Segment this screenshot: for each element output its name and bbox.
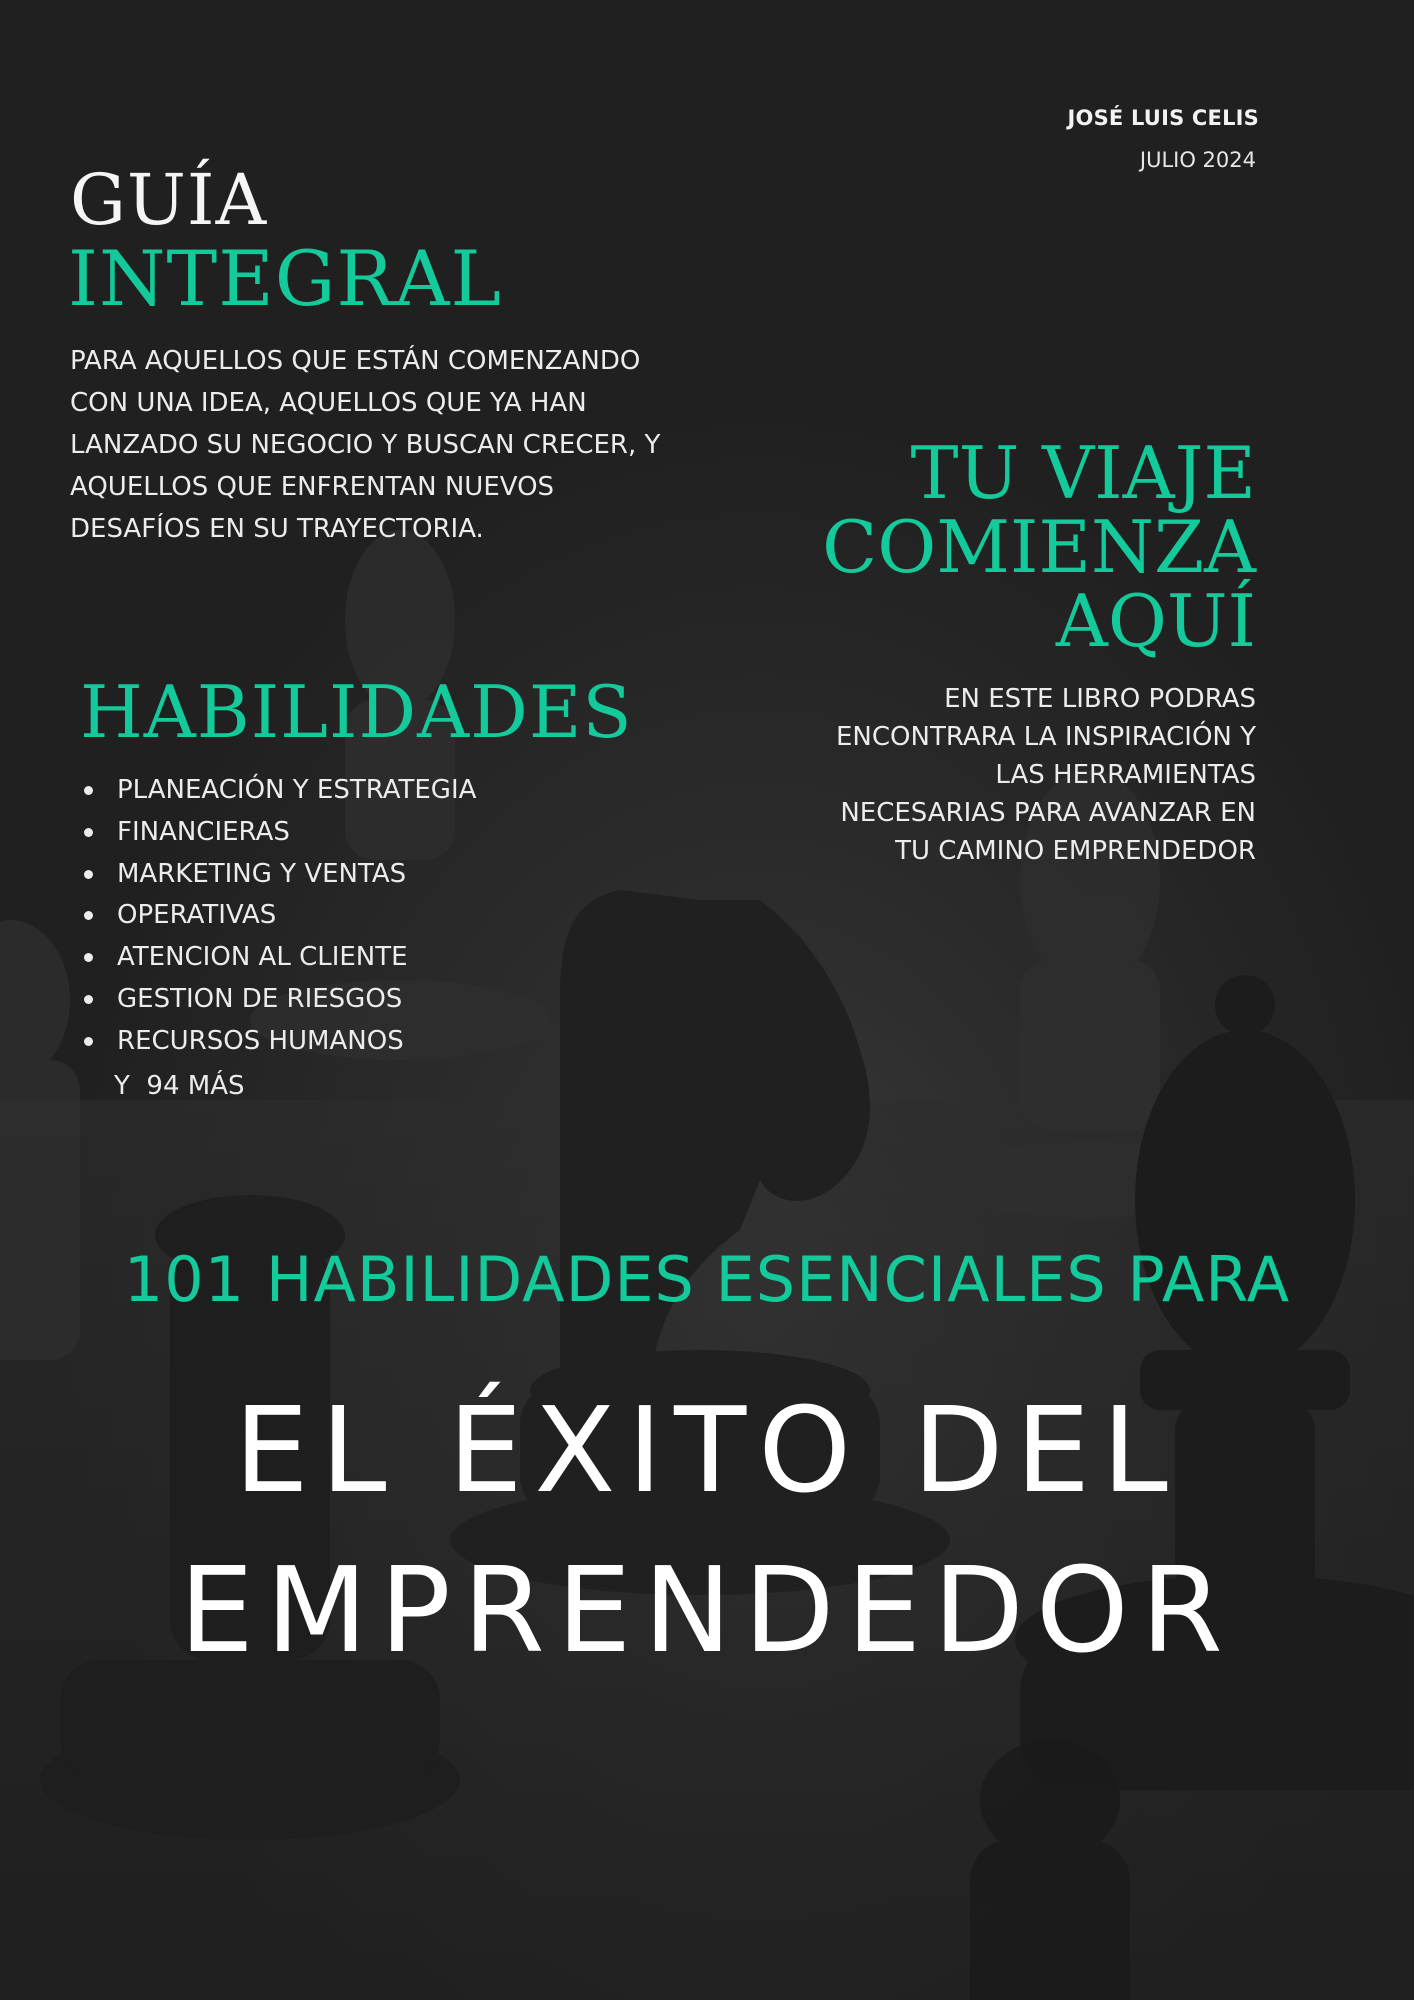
author-name: JOSÉ LUIS CELIS <box>1067 106 1259 130</box>
skill-label: RECURSOS HUMANOS <box>117 1025 404 1056</box>
bullet-icon <box>84 870 93 879</box>
skill-label: PLANEACIÓN Y ESTRATEGIA <box>117 775 477 805</box>
skills-more-note: Y 94 MÁS <box>114 1071 245 1101</box>
list-item <box>80 1021 476 1063</box>
journey-heading-line: AQUÍ <box>1055 579 1256 663</box>
bullet-icon <box>84 911 93 920</box>
list-item <box>80 770 476 812</box>
journey-body: EN ESTE LIBRO PODRAS ENCONTRARA LA INSPIRACIÓN Y LAS HERRAMIENTAS NECESARIAS PARA AVANZAR EN TU CAMINO EMPRENDEDOR <box>836 684 1257 866</box>
book-subtitle: 101 HABILIDADES ESENCIALES PARA <box>123 1243 1291 1316</box>
list-item <box>80 812 476 854</box>
list-item <box>80 854 476 896</box>
skills-heading: HABILIDADES <box>80 670 633 754</box>
skill-label: MARKETING Y VENTAS <box>117 858 407 889</box>
skill-label: GESTION DE RIESGOS <box>117 983 403 1014</box>
list-item <box>80 937 476 979</box>
journey-heading <box>822 431 1256 663</box>
skills-list <box>80 770 476 1063</box>
journey-heading-line: TU VIAJE <box>910 431 1256 515</box>
list-item <box>80 979 476 1021</box>
book-title-line-1: EL ÉXITO DEL <box>234 1381 1180 1519</box>
list-item <box>80 895 476 937</box>
bullet-icon <box>84 786 93 795</box>
journey-heading-line: COMIENZA <box>822 505 1256 589</box>
heading-guia: GUÍA <box>70 159 268 241</box>
bullet-icon <box>84 1037 93 1046</box>
intro-paragraph: PARA AQUELLOS QUE ESTÁN COMENZANDO CON UNA IDEA, AQUELLOS QUE YA HAN LANZADO SU NEGOCIO Y BUSCAN CRECER, Y AQUELLOS QUE ENFRENTAN NUEVOS DESAFÍOS EN SU TRAYECTORIA. <box>70 346 661 544</box>
skill-label: FINANCIERAS <box>117 816 290 847</box>
bullet-icon <box>84 995 93 1004</box>
publication-date: JULIO 2024 <box>1139 148 1256 172</box>
heading-integral: INTEGRAL <box>68 234 502 323</box>
skill-label: ATENCION AL CLIENTE <box>117 942 408 973</box>
bullet-icon <box>84 828 93 837</box>
skill-label: OPERATIVAS <box>117 900 277 931</box>
bullet-icon <box>84 953 93 962</box>
book-title-line-2: EMPRENDEDOR <box>179 1541 1235 1679</box>
